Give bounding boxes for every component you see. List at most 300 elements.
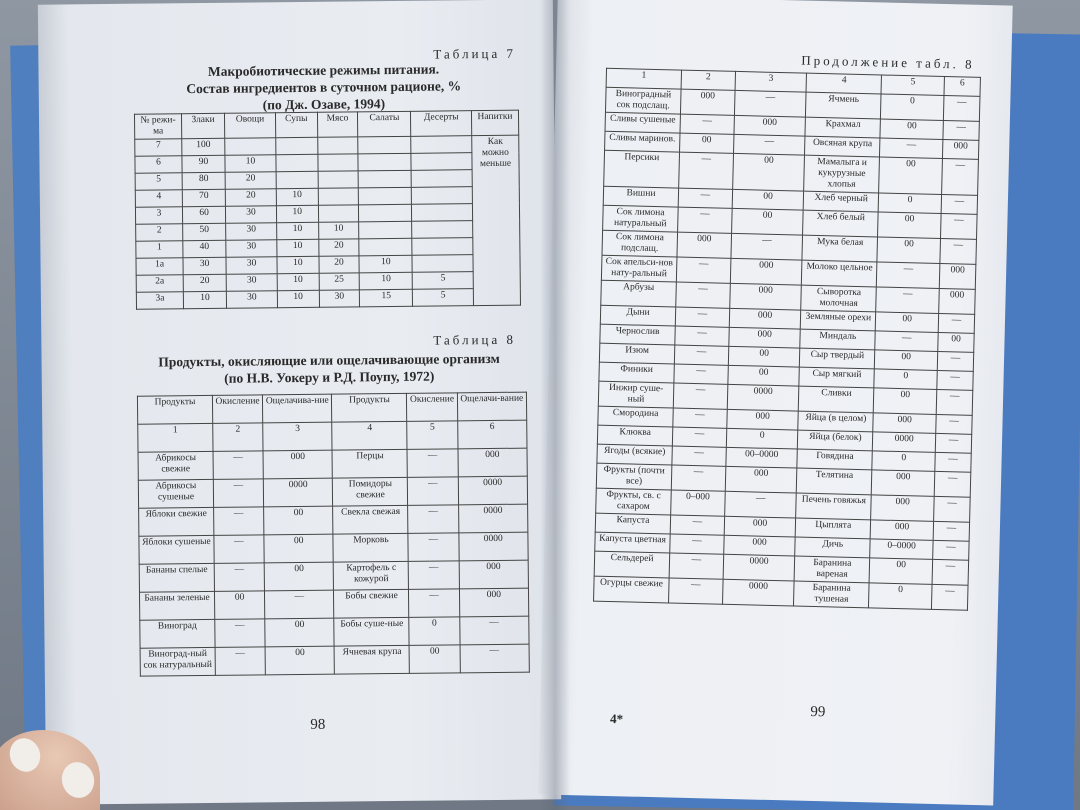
table8-continued-cell: 00 xyxy=(876,312,939,333)
table8-cell: Бобы свежие xyxy=(334,589,409,618)
table8-cell: — xyxy=(407,449,457,478)
table8-header-row xyxy=(137,392,526,424)
table8-continued-label: Продолжение табл. 8 xyxy=(801,52,975,72)
table8-continued-cell: Печень говяжья xyxy=(796,493,872,520)
table7-cell xyxy=(276,154,318,171)
table7-cell: 30 xyxy=(319,290,360,307)
table7-cell: 30 xyxy=(226,274,277,292)
table8-continued-cell: Молоко цельное xyxy=(802,260,878,287)
table8-column-number: 6 xyxy=(457,420,527,449)
table8-continued-cell: Вишни xyxy=(603,186,678,207)
table8-continued-cell: Баранина тушеная xyxy=(794,581,870,608)
table8-continued-cell: Дичь xyxy=(795,537,870,558)
table8-header: Ощелачи-вание xyxy=(457,392,527,421)
table8-continued-cell: 000 xyxy=(729,327,801,348)
table8-continued-cell: 00 xyxy=(732,153,804,191)
table8-continued-cell: 0000 xyxy=(722,579,794,606)
table8-row xyxy=(139,560,528,592)
table7-cell xyxy=(358,170,411,188)
table8-continued-cell: 0 xyxy=(874,369,937,390)
table8-cell: Бобы суше-ные xyxy=(334,617,409,646)
table8-header: Окисление xyxy=(212,395,262,424)
table7-title-line: (по Дж. Озаве, 1994) xyxy=(262,96,386,113)
signature-mark: 4* xyxy=(609,711,624,727)
table8-continued-cell: Виноградный сок подслащ. xyxy=(605,87,681,114)
table8-cell: — xyxy=(459,616,529,645)
table8-cell: — xyxy=(213,479,263,508)
table8-row xyxy=(139,504,528,536)
table8-continued-cell: Сыворотка молочная xyxy=(801,285,877,312)
table7-cell: 30 xyxy=(226,257,277,275)
table8-row xyxy=(139,532,528,564)
table7-cell: 7 xyxy=(135,139,182,156)
table7-title xyxy=(158,60,489,114)
table8-cell: 0000 xyxy=(458,504,528,533)
table8-cell: 00 xyxy=(265,646,335,675)
table8-title-line: (по Н.В. Уокеру и Р.Д. Поупу, 1972) xyxy=(224,368,435,386)
table8-continued-cell: 0 xyxy=(872,451,935,472)
table8-continued-cell: 00 xyxy=(728,346,800,367)
table8-continued-cell: 000 xyxy=(724,516,796,537)
table8-cell: Бананы зеленые xyxy=(139,591,214,620)
table8-continued-cell: — xyxy=(940,213,977,239)
table7-cell: 10 xyxy=(276,188,318,205)
table8-continued-cell: Яйца (в целом) xyxy=(798,411,873,432)
table8-continued-column-number: 5 xyxy=(881,75,944,96)
table7-cell: 10 xyxy=(277,290,319,307)
table7-cell xyxy=(276,137,318,154)
table8-column-number: 4 xyxy=(332,421,407,450)
table8-continued-cell: — xyxy=(674,364,728,384)
table8-continued-cell: — xyxy=(938,313,974,333)
table8-row xyxy=(139,588,528,620)
table8-continued-cell: — xyxy=(937,351,973,371)
table7-cell: 15 xyxy=(360,289,413,307)
table8-continued-cell: Сливки xyxy=(799,386,875,413)
table8-continued-cell: — xyxy=(931,584,968,610)
table7-cell: 10 xyxy=(183,291,226,308)
table8-continued-cell: — xyxy=(734,90,806,117)
table7-header: Салаты xyxy=(358,111,411,137)
table7-cell: 90 xyxy=(182,155,225,172)
table8-continued-cell: 00 xyxy=(731,208,803,235)
table8-continued-cell: 000 xyxy=(723,535,795,556)
table8-continued-cell: Финики xyxy=(599,362,674,383)
table8-continued-cell: 00 xyxy=(878,212,941,239)
table8-continued-cell: Ячмень xyxy=(806,92,882,119)
table8-continued-cell: — xyxy=(670,534,724,554)
table8-continued-cell: — xyxy=(942,159,979,196)
table8-cell: Яблоки свежие xyxy=(139,507,214,536)
table8-row xyxy=(138,448,527,480)
table8-continued-cell: 000 xyxy=(727,409,799,430)
table8-header: Окисление xyxy=(407,393,457,422)
table8-continued-cell: Хлеб белый xyxy=(803,210,879,237)
table8-continued-cell: 00 xyxy=(874,388,937,415)
table7-cell: 20 xyxy=(318,239,359,256)
table7-cell: 50 xyxy=(183,223,226,240)
table8-continued-cell: — xyxy=(880,138,943,159)
table7-header: Мясо xyxy=(317,112,358,137)
table7-header: Десерты xyxy=(411,111,472,137)
table8-continued-cell: 000 xyxy=(730,258,802,285)
table7-cell: 100 xyxy=(182,138,225,155)
table8-cell: 00 xyxy=(410,645,460,674)
table7-cell: 10 xyxy=(359,255,412,273)
table7-cell xyxy=(317,154,358,171)
table7 xyxy=(134,110,521,310)
table8-column-number: 1 xyxy=(138,423,213,452)
table7-cell: 6 xyxy=(135,156,182,173)
table8-continued-cell: — xyxy=(675,326,729,346)
table8-continued-cell: — xyxy=(676,257,730,283)
table8-cell: 00 xyxy=(214,591,264,620)
table7-cell xyxy=(359,238,412,256)
table8-cell: 0000 xyxy=(458,476,528,505)
table8-continued-cell: — xyxy=(935,433,971,453)
table8-continued-cell: Яйца (белок) xyxy=(798,430,873,451)
table8-continued-cell: 000 xyxy=(942,140,978,160)
table8-cell: — xyxy=(215,619,265,648)
table7-cell: 10 xyxy=(277,273,319,290)
table8-continued-cell: — xyxy=(941,194,977,214)
table8-continued-cell: 0–0000 xyxy=(870,539,933,560)
table8-continued-cell: Мамалыга и кукурузные хлопья xyxy=(804,155,880,193)
table7-cell: 30 xyxy=(226,223,277,241)
table8-continued-cell: 000 xyxy=(939,263,976,289)
table7-cell: 20 xyxy=(225,172,276,190)
table8-continued-cell: — xyxy=(875,331,938,352)
table7-cell: 30 xyxy=(226,291,277,309)
table8-continued-cell: Хлеб черный xyxy=(803,191,878,212)
table8-continued-cell: Капуста xyxy=(595,513,670,534)
table8-cell: — xyxy=(265,590,335,619)
table8-continued-cell: — xyxy=(680,114,734,134)
table8-continued-cell: Инжир суше-ный xyxy=(598,381,674,408)
table8-continued-cell: — xyxy=(672,427,726,447)
table8-continued-cell: Крахмал xyxy=(805,117,880,138)
table8-continued-cell: — xyxy=(678,188,732,208)
table8-continued-cell: Сыр твердый xyxy=(800,348,875,369)
table7-cell xyxy=(276,171,318,188)
right-page xyxy=(538,0,1012,805)
table8-continued-cell: Говядина xyxy=(797,449,872,470)
table8-continued-cell: Земляные орехи xyxy=(801,310,876,331)
table8-header: Продукты xyxy=(137,395,212,424)
table8-continued-cell: 0 xyxy=(869,583,932,610)
table8-continued-cell: 00 xyxy=(877,237,940,264)
table8-continued-cell: Баранина вареная xyxy=(794,556,870,583)
table8-continued-cell: 000 xyxy=(729,308,801,329)
table7-cell: 10 xyxy=(225,155,276,173)
table8-cell: Абрикосы свежие xyxy=(138,451,213,480)
table8-number-row xyxy=(138,420,527,452)
table7-cell: 4 xyxy=(135,190,182,207)
table8-continued-column-number: 3 xyxy=(735,71,807,92)
table8-continued-cell: Капуста цветная xyxy=(595,532,670,553)
table8-continued-cell: 00 xyxy=(879,157,943,195)
table8-row xyxy=(140,644,529,676)
table8-continued-cell: — xyxy=(937,370,973,390)
table8-column-number: 3 xyxy=(263,422,333,451)
table8-cell: — xyxy=(213,451,263,480)
table8-cell: Бананы спелые xyxy=(139,563,214,592)
table8-column-number: 2 xyxy=(213,423,263,452)
table8-continued-cell: 000 xyxy=(725,466,797,493)
table7-cell xyxy=(318,188,359,205)
table7-cell: 20 xyxy=(319,256,360,273)
table8-continued-cell: Сыр мягкий xyxy=(799,367,874,388)
table7-cell xyxy=(412,221,473,239)
table7-cell: 10 xyxy=(276,205,318,222)
table8-continued-cell: — xyxy=(877,262,940,289)
table8-continued-cell: Цыплята xyxy=(795,518,870,539)
table7-cell xyxy=(412,170,473,188)
table8-continued-cell: Овсяная крупа xyxy=(805,136,880,157)
table8-cell: Морковь xyxy=(333,533,408,562)
table7-cell: 2a xyxy=(136,275,183,292)
table8-cell: Виноград xyxy=(140,619,215,648)
table8-continued-cell: — xyxy=(670,515,724,535)
table8-cell: — xyxy=(409,589,459,618)
table8-continued-cell: 00 xyxy=(732,189,804,210)
table7-cell: 1 xyxy=(136,241,183,258)
table8-continued-cell: — xyxy=(672,446,726,466)
table8-continued-cell: — xyxy=(671,465,725,491)
table8-cell: 00 xyxy=(264,534,334,563)
table8-cell: — xyxy=(460,644,530,673)
table7-cell: 3 xyxy=(135,207,182,224)
table8-cell: Свекла свежая xyxy=(333,505,408,534)
page-number-left: 98 xyxy=(310,716,326,733)
table8 xyxy=(137,392,530,677)
table8-cell: — xyxy=(408,477,458,506)
table8-continued-cell: — xyxy=(935,452,971,472)
table8-continued-cell: Сок лимона натуральный xyxy=(603,205,679,232)
table7-title-line: Состав ингредиентов в суточном рационе, % xyxy=(186,78,462,97)
table8-continued-cell: Огурцы свежие xyxy=(594,576,670,603)
table8-continued-cell: 00 xyxy=(938,332,974,352)
table7-cell: 25 xyxy=(319,273,360,290)
table8-continued-cell: — xyxy=(932,559,969,585)
table7-header: Супы xyxy=(275,112,317,137)
table7-cell: 5 xyxy=(135,173,182,190)
table8-continued-cell: 000 xyxy=(870,520,933,541)
table8-continued-cell: Фрукты, св. с сахаром xyxy=(596,488,672,515)
table8-cell: 0000 xyxy=(263,478,333,507)
table7-cell: 30 xyxy=(183,257,226,274)
page-number-right: 99 xyxy=(810,703,826,721)
table8-continued-cell: — xyxy=(933,540,969,560)
table7-cell: 10 xyxy=(277,222,319,239)
table8-continued-cell: — xyxy=(724,491,796,518)
table8-continued-cell: 0 xyxy=(878,193,941,214)
table7-cell: 3a xyxy=(136,292,183,309)
table8-cell: 0 xyxy=(409,617,459,646)
table8-continued-cell: 0000 xyxy=(727,384,799,411)
table7-cell xyxy=(412,187,473,205)
table8-continued-cell: — xyxy=(940,238,977,264)
table8-continued-column-number: 1 xyxy=(606,68,681,89)
table8-continued-cell: — xyxy=(669,578,723,604)
table8-cell: Абрикосы сушеные xyxy=(138,479,213,508)
book-gutter xyxy=(540,0,570,810)
table8-continued-cell: — xyxy=(934,496,971,522)
table8-continued-cell: 000 xyxy=(873,413,936,434)
table8-cell: Виноград-ный сок натуральный xyxy=(140,647,215,676)
table7-cell: 10 xyxy=(277,256,319,273)
table7-header: Овощи xyxy=(225,113,276,139)
table8-continued-cell: Миндаль xyxy=(800,329,875,350)
table8-cell: Яблоки сушеные xyxy=(139,535,214,564)
table8-continued-cell: 0000 xyxy=(873,432,936,453)
table7-cell: 30 xyxy=(226,240,277,258)
table8-row xyxy=(140,616,529,648)
table7-cell xyxy=(359,187,412,205)
table7-cell xyxy=(358,136,411,154)
table8-continued-column-number: 2 xyxy=(681,70,735,90)
table8-continued xyxy=(593,68,981,611)
table7-cell xyxy=(317,137,358,154)
table7-title-line: Макробиотические режимы питания. xyxy=(207,61,440,79)
table7-header: Злаки xyxy=(181,113,224,138)
table7-cell: 30 xyxy=(226,206,277,224)
table8-cell: — xyxy=(215,647,265,676)
table8-continued-cell: Чернослив xyxy=(600,324,675,345)
table7-cell xyxy=(359,204,412,222)
table8-continued-cell: Сок лимона подслащ. xyxy=(602,230,678,257)
table8-continued-cell: 00 xyxy=(880,119,943,140)
table8-continued-cell: 000 xyxy=(729,283,801,310)
table8-cell: — xyxy=(408,505,458,534)
table7-header: № режи-ма xyxy=(134,114,181,139)
table7-cell: 1a xyxy=(136,258,183,275)
table8-continued-cell: — xyxy=(731,233,803,260)
table8-header: Ощелачива-ние xyxy=(263,394,333,423)
table8-continued-cell: — xyxy=(943,121,979,141)
table8-continued-cell: 00–0000 xyxy=(726,447,798,468)
table8-continued-cell: Персики xyxy=(604,150,680,188)
table8-continued-cell: Сливы маринов. xyxy=(605,131,680,152)
table8-continued-column-number: 4 xyxy=(806,73,881,94)
table8-continued-cell: 00 xyxy=(728,365,800,386)
table8-continued-column-number: 6 xyxy=(944,77,980,97)
left-page xyxy=(38,0,561,805)
table8-cell: — xyxy=(408,533,458,562)
table8-continued-cell: 000 xyxy=(872,470,935,497)
table8-continued-cell: — xyxy=(933,521,969,541)
table8-cell: — xyxy=(214,563,264,592)
table7-header: Напитки xyxy=(471,110,518,135)
table7-cell: 10 xyxy=(318,222,359,239)
table8-cell: Помидоры свежие xyxy=(333,477,408,506)
table8-continued-cell: — xyxy=(673,408,727,428)
table8-cell: — xyxy=(214,535,264,564)
table8-continued-cell: Арбузы xyxy=(601,280,677,307)
table8-cell: 000 xyxy=(459,588,529,617)
table8-title-line: Продукты, окисляющие или ощелачивающие организм xyxy=(158,350,500,370)
table8-cell: 0000 xyxy=(458,532,528,561)
table8-cell: 000 xyxy=(459,560,529,589)
table8-continued-cell: — xyxy=(678,207,732,233)
table7-cell xyxy=(318,205,359,222)
table8-cell: 000 xyxy=(458,448,528,477)
table8-continued-cell: 0 xyxy=(881,94,944,121)
table7-cell: 80 xyxy=(182,172,225,189)
table8-continued-cell: 000 xyxy=(677,232,731,258)
table7-cell: 5 xyxy=(413,272,474,290)
table7-cell: 70 xyxy=(182,189,225,206)
table8-continued-cell: 0000 xyxy=(723,554,795,581)
table8-cell: Перцы xyxy=(332,449,407,478)
table8-continued-cell: — xyxy=(936,389,973,415)
table8-continued-cell: — xyxy=(673,383,727,409)
table7-cell: 60 xyxy=(182,206,225,223)
table8-continued-cell: 000 xyxy=(734,115,806,136)
table7-cell xyxy=(412,238,473,256)
table8-continued-cell: — xyxy=(674,345,728,365)
table7-cell: 10 xyxy=(359,272,412,290)
table8-cell: Ячневая крупа xyxy=(335,645,410,674)
table8-cell: — xyxy=(409,561,459,590)
table8-continued-cell: — xyxy=(943,96,980,122)
table8-cell: — xyxy=(214,507,264,536)
table7-cell xyxy=(358,153,411,171)
table8-continued-cell: — xyxy=(733,134,805,155)
table8-continued-cell: Клюква xyxy=(597,425,672,446)
table8-continued-cell: Ягоды (всякие) xyxy=(597,444,672,465)
table7-row xyxy=(136,288,520,309)
table7-cell: 10 xyxy=(277,239,319,256)
table8-continued-cell: Мука белая xyxy=(802,235,878,262)
table8-cell: Картофель с кожурой xyxy=(334,561,409,590)
table8-title xyxy=(136,350,521,388)
table7-cell xyxy=(359,221,412,239)
table8-continued-cell: — xyxy=(676,282,730,308)
table8-continued-cell: — xyxy=(934,471,971,497)
table7-cell xyxy=(411,136,472,154)
table8-continued-cell: — xyxy=(876,287,939,314)
table7-cell: 20 xyxy=(183,274,226,291)
table8-column-number: 5 xyxy=(407,421,457,450)
table8-continued-cell: 000 xyxy=(939,288,976,314)
table8-continued-cell: 00 xyxy=(869,558,932,585)
table8-row xyxy=(138,476,527,508)
table8-continued-cell: 0–000 xyxy=(671,490,725,516)
table8-cell: 00 xyxy=(265,618,335,647)
table7-cell xyxy=(411,153,472,171)
table7-cell xyxy=(412,204,473,222)
table8-continued-cell: Сок апельси-нов нату-ральный xyxy=(601,255,677,282)
table8-continued-cell: 0 xyxy=(726,428,798,449)
table7-cell xyxy=(412,255,473,273)
table7-cell: 2 xyxy=(136,224,183,241)
table8-continued-cell: — xyxy=(936,414,972,434)
table8-label: Таблица 8 xyxy=(433,331,517,348)
table7-cell: 40 xyxy=(183,240,226,257)
table8-cell: 000 xyxy=(263,450,333,479)
table8-continued-cell: Смородина xyxy=(598,406,673,427)
table8-continued-cell: Сливы сушеные xyxy=(605,112,680,133)
table8-cell: 00 xyxy=(264,562,334,591)
table8-continued-cell: Фрукты (почти все) xyxy=(596,463,672,490)
table8-continued-cell: — xyxy=(675,307,729,327)
table8-continued-cell: Телятина xyxy=(797,468,873,495)
table7-cell: 20 xyxy=(225,189,276,207)
table8-continued-cell: 00 xyxy=(680,133,734,153)
table8-continued-cell: Изюм xyxy=(599,343,674,364)
table8-continued-cell: 00 xyxy=(875,350,938,371)
